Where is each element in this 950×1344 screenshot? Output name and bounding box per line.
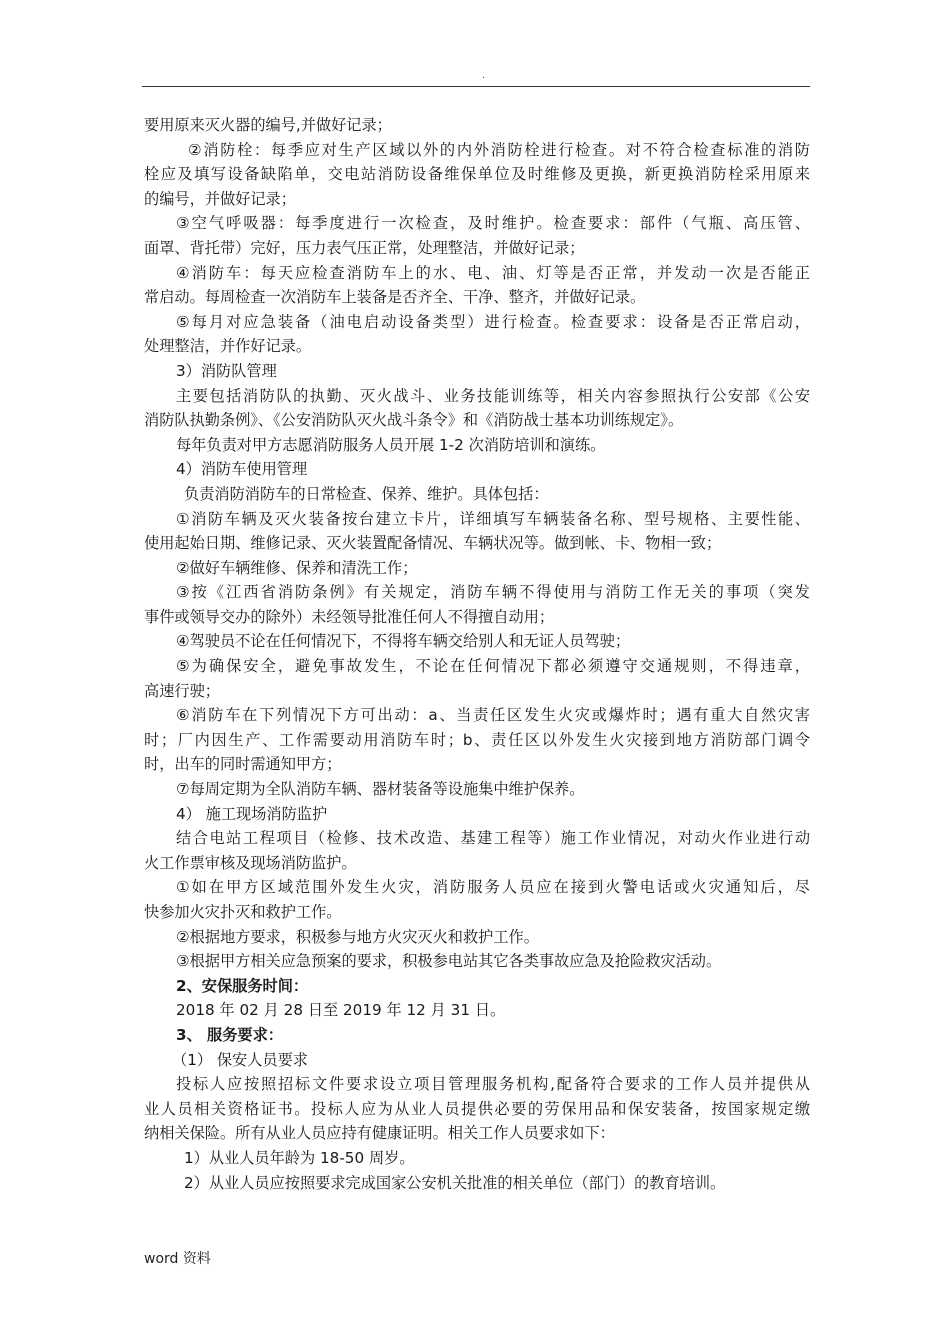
subsection-heading: （1） 保安人员要求 [172, 1050, 308, 1069]
text-line: 主要包括消防队的执勤、灭火战斗、业务技能训练等，相关内容参照执行公安部《公安 [176, 386, 810, 405]
section-heading: 4） 施工现场消防监护 [176, 804, 328, 823]
text-line: 的编号，并做好记录； [144, 189, 296, 208]
text-line: ⑦每周定期为全队消防车辆、器材装备等设施集中维护保养。 [176, 780, 585, 799]
text-line: 每年负责对甲方志愿消防服务人员开展 1-2 次消防培训和演练。 [176, 435, 606, 454]
text-line: ③空气呼吸器：每季度进行一次检查，及时维护。检查要求：部件（气瓶、高压管、 [176, 214, 810, 233]
document-body [144, 113, 810, 1195]
text-line: 栓应及填写设备缺陷单，交电站消防设备维保单位及时维修及更换，新更换消防栓采用原来 [144, 165, 810, 184]
text-line: 时，出车的同时需通知甲方； [144, 755, 342, 774]
text-line: ④消防车：每天应检查消防车上的水、电、油、灯等是否正常，并发动一次是否能正 [176, 263, 810, 282]
footer-label: word 资料 [144, 1251, 211, 1267]
text-line: 事件或领导交办的除外）未经领导批准任何人不得擅自动用； [144, 607, 555, 626]
text-line: 时；厂内因生产、工作需要动用消防车时；b、责任区以外发生火灾接到地方消防部门调令 [144, 730, 810, 749]
text-line: 高速行驶； [144, 681, 220, 700]
text-line: ⑤每月对应急装备（油电启动设备类型）进行检查。检查要求：设备是否正常启动， [176, 312, 810, 331]
text-line: 面罩、背托带）完好，压力表气压正常，处理整洁，并做好记录； [144, 238, 585, 257]
section-heading: 3）消防队管理 [176, 361, 277, 380]
text-line: 负责消防消防车的日常检查、保养、维护。具体包括： [184, 484, 549, 503]
text-line: ⑤为确保安全，避免事故发生，不论在任何情况下都必须遵守交通规则，不得违章， [176, 657, 810, 676]
text-line: 使用起始日期、维修记录、灭火装置配备情况、车辆状况等。做到帐、卡、物相一致； [144, 534, 722, 553]
text-line: 火工作票审核及现场消防监护。 [144, 853, 357, 872]
text-line: 业人员相关资格证书。投标人应为从业人员提供必要的劳保用品和保安装备，按国家规定缴 [144, 1099, 810, 1118]
text-line: ①消防车辆及灭火装备按台建立卡片，详细填写车辆装备名称、型号规格、主要性能、 [176, 509, 810, 528]
text-line: 投标人应按照招标文件要求设立项目管理服务机构,配备符合要求的工作人员并提供从 [176, 1075, 810, 1094]
section-heading: 3、 服务要求： [176, 1025, 283, 1044]
list-item: 1）从业人员年龄为 18-50 周岁。 [184, 1148, 415, 1167]
page-header-mark: . [482, 70, 486, 81]
text-line: ④驾驶员不论在任何情况下，不得将车辆交给别人和无证人员驾驶； [176, 632, 631, 651]
header-rule [142, 86, 810, 87]
text-line: ③根据甲方相关应急预案的要求，积极参电站其它各类事故应急及抢险救灾活动。 [176, 952, 722, 971]
text-line: 纳相关保险。所有从业人员应持有健康证明。相关工作人员要求如下： [144, 1124, 615, 1143]
text-line: ①如在甲方区域范围外发生火灾，消防服务人员应在接到火警电话或火灾通知后，尽 [176, 878, 810, 897]
text-line: ③按《江西省消防条例》有关规定，消防车辆不得使用与消防工作无关的事项（突发 [176, 583, 810, 602]
text-line: ②根据地方要求，积极参与地方火灾灭火和救护工作。 [176, 927, 539, 946]
text-line: 处理整洁，并作好记录。 [144, 337, 312, 356]
text-line: 常启动。每周检查一次消防车上装备是否齐全、干净、整齐，并做好记录。 [144, 288, 646, 307]
text-line: 要用原来灭火器的编号,并做好记录； [144, 116, 392, 134]
text-line: 消防队执勤条例》、《公安消防队灭火战斗条令》和《消防战士基本功训练规定》。 [144, 411, 684, 430]
list-item: 2）从业人员应按照要求完成国家公安机关批准的相关单位（部门）的教育培训。 [184, 1173, 726, 1192]
text-line: ⑥消防车在下列情况下方可出动：a、当责任区发生火灾或爆炸时；遇有重大自然灾害 [176, 706, 810, 725]
section-heading: 4）消防车使用管理 [176, 460, 308, 479]
section-heading: 2、安保服务时间： [176, 976, 309, 995]
text-line: ②消防栓：每季应对生产区域以外的内外消防栓进行检查。对不符合检查标准的消防 [188, 140, 810, 159]
text-line: 结合电站工程项目（检修、技术改造、基建工程等）施工作业情况，对动火作业进行动 [176, 829, 810, 848]
text-line: 快参加火灾扑灭和救护工作。 [144, 903, 342, 921]
text-line: ②做好车辆维修、保养和清洗工作； [176, 558, 418, 577]
service-period: 2018 年 02 月 28 日至 2019 年 12 月 31 日。 [176, 1001, 506, 1020]
